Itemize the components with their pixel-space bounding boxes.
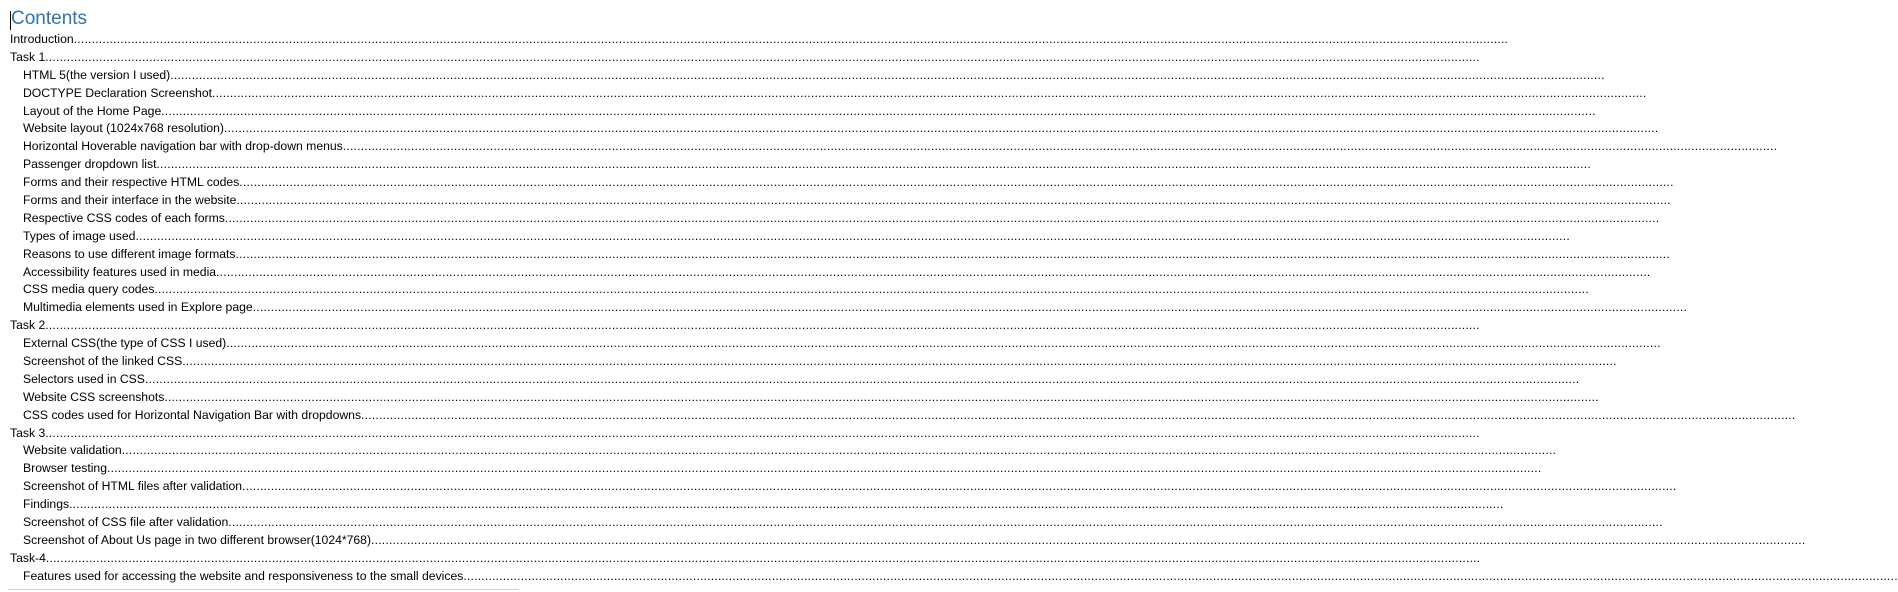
- toc-subsection-entry[interactable]: [0, 174, 1674, 192]
- toc-subsection-entry[interactable]: [0, 371, 1580, 389]
- toc-subsection-entry[interactable]: [0, 514, 1663, 532]
- toc-entry-text: Multimedia elements used in Explore page: [23, 300, 253, 315]
- toc-entry-text: Screenshot of CSS file after validation: [23, 515, 229, 530]
- toc-dot-leader: ................................................................................................................................................................................................................................................................................................................................................................................................................: [216, 264, 1651, 279]
- toc-section-entry[interactable]: [0, 317, 1480, 335]
- toc-subsection-entry[interactable]: [0, 156, 1591, 174]
- toc-dot-leader: ................................................................................................................................................................................................................................................................................................................................................................................................................: [342, 139, 1778, 154]
- table-of-contents: [0, 31, 1898, 586]
- toc-subsection-entry[interactable]: [0, 299, 1688, 317]
- toc-entry-text: Features used for accessing the website and responsiveness to the small devices: [23, 568, 464, 583]
- toc-dot-leader: ................................................................................................................................................................................................................................................................................................................................................................................................................: [144, 371, 1580, 386]
- toc-dot-leader: ................................................................................................................................................................................................................................................................................................................................................................................................................: [252, 300, 1688, 315]
- toc-entry-text: Reasons to use different image formats: [23, 246, 236, 261]
- toc-subsection-entry[interactable]: [0, 353, 1617, 371]
- toc-section-entry[interactable]: [0, 550, 1481, 568]
- toc-entry-text: Layout of the Home Page: [23, 103, 162, 118]
- toc-dot-leader: ................................................................................................................................................................................................................................................................................................................................................................................................................: [182, 354, 1617, 369]
- toc-dot-leader: ................................................................................................................................................................................................................................................................................................................................................................................................................: [164, 389, 1599, 404]
- toc-entry-text: DOCTYPE Declaration Screenshot: [23, 85, 212, 100]
- toc-entry-text: Task-4: [10, 550, 46, 565]
- toc-subsection-entry[interactable]: [0, 210, 1660, 228]
- toc-entry-text: Passenger dropdown list: [23, 157, 157, 172]
- toc-dot-leader: ................................................................................................................................................................................................................................................................................................................................................................................................................: [45, 550, 1481, 565]
- toc-entry-text: CSS media query codes: [23, 282, 155, 297]
- toc-subsection-entry[interactable]: [0, 568, 1898, 586]
- toc-subsection-entry[interactable]: [0, 281, 1589, 299]
- toc-entry-text: Browser testing: [23, 461, 107, 476]
- toc-entry-text: Selectors used in CSS: [23, 371, 145, 386]
- toc-entry-text: HTML 5(the version I used): [23, 67, 171, 82]
- toc-subsection-entry[interactable]: [0, 192, 1671, 210]
- toc-subsection-entry[interactable]: [0, 389, 1599, 407]
- toc-dot-leader: ................................................................................................................................................................................................................................................................................................................................................................................................................: [463, 568, 1898, 583]
- toc-entry-text: Screenshot of About Us page in two different browser(1024*768): [23, 532, 372, 547]
- toc-dot-leader: ................................................................................................................................................................................................................................................................................................................................................................................................................: [154, 282, 1589, 297]
- toc-section-entry[interactable]: [0, 31, 1509, 49]
- toc-dot-leader: ................................................................................................................................................................................................................................................................................................................................................................................................................: [170, 67, 1605, 82]
- toc-entry-text: Introduction: [10, 31, 74, 46]
- toc-subsection-entry[interactable]: [0, 460, 1542, 478]
- toc-subsection-entry[interactable]: [0, 496, 1504, 514]
- toc-entry-text: Website validation: [23, 443, 122, 458]
- toc-subsection-entry[interactable]: [0, 532, 1806, 550]
- toc-dot-leader: ................................................................................................................................................................................................................................................................................................................................................................................................................: [236, 193, 1671, 207]
- toc-entry-text: Accessibility features used in media: [23, 264, 217, 279]
- toc-subsection-entry[interactable]: [0, 228, 1570, 246]
- toc-dot-leader: ................................................................................................................................................................................................................................................................................................................................................................................................................: [239, 175, 1674, 190]
- toc-subsection-entry[interactable]: [0, 407, 1796, 425]
- toc-entry-text: Forms and their respective HTML codes: [23, 175, 240, 190]
- toc-entry-text: External CSS(the type of CSS I used): [23, 336, 227, 351]
- toc-dot-leader: ................................................................................................................................................................................................................................................................................................................................................................................................................: [161, 103, 1596, 118]
- toc-dot-leader: ................................................................................................................................................................................................................................................................................................................................................................................................................: [226, 336, 1661, 351]
- toc-dot-leader: ................................................................................................................................................................................................................................................................................................................................................................................................................: [224, 121, 1659, 136]
- toc-subsection-entry[interactable]: [0, 246, 1670, 264]
- toc-dot-leader: ................................................................................................................................................................................................................................................................................................................................................................................................................: [69, 497, 1504, 512]
- toc-section-entry[interactable]: [0, 49, 1480, 67]
- toc-dot-leader: ................................................................................................................................................................................................................................................................................................................................................................................................................: [224, 210, 1660, 225]
- toc-dot-leader: ................................................................................................................................................................................................................................................................................................................................................................................................................: [121, 443, 1557, 458]
- toc-dot-leader: ................................................................................................................................................................................................................................................................................................................................................................................................................: [45, 425, 1480, 440]
- toc-entry-text: Task 3: [10, 425, 46, 440]
- toc-title: Contents: [11, 8, 88, 29]
- toc-entry-text: Horizontal Hoverable navigation bar with drop-down menus: [23, 139, 343, 154]
- toc-dot-leader: ................................................................................................................................................................................................................................................................................................................................................................................................................: [45, 318, 1480, 333]
- toc-entry-text: Forms and their interface in the website: [23, 193, 237, 207]
- toc-subsection-entry[interactable]: [0, 335, 1661, 353]
- toc-entry-text: Findings: [23, 497, 70, 512]
- toc-dot-leader: ................................................................................................................................................................................................................................................................................................................................................................................................................: [211, 85, 1647, 100]
- toc-dot-leader: ................................................................................................................................................................................................................................................................................................................................................................................................................: [135, 228, 1570, 243]
- toc-subsection-entry[interactable]: [0, 138, 1778, 156]
- toc-dot-leader: ................................................................................................................................................................................................................................................................................................................................................................................................................: [45, 49, 1480, 64]
- toc-dot-leader: ................................................................................................................................................................................................................................................................................................................................................................................................................: [371, 532, 1806, 547]
- toc-entry-text: Screenshot of HTML files after validation: [23, 479, 243, 494]
- toc-entry-text: CSS codes used for Horizontal Navigation Bar with dropdowns: [23, 407, 362, 422]
- toc-subsection-entry[interactable]: [0, 67, 1605, 85]
- toc-dot-leader: ................................................................................................................................................................................................................................................................................................................................................................................................................: [156, 157, 1591, 172]
- toc-entry-text: Website layout (1024x768 resolution): [23, 121, 224, 136]
- toc-entry-text: Task 1: [10, 49, 46, 64]
- toc-dot-leader: ................................................................................................................................................................................................................................................................................................................................................................................................................: [242, 479, 1677, 494]
- toc-subsection-entry[interactable]: [0, 85, 1647, 103]
- toc-subsection-entry[interactable]: [0, 442, 1557, 460]
- toc-entry-text: Types of image used: [23, 228, 136, 243]
- toc-dot-leader: ................................................................................................................................................................................................................................................................................................................................................................................................................: [361, 407, 1796, 422]
- toc-dot-leader: ................................................................................................................................................................................................................................................................................................................................................................................................................: [235, 246, 1670, 261]
- toc-entry-text: Task 2: [10, 318, 46, 333]
- toc-entry-text: Website CSS screenshots: [23, 389, 165, 404]
- toc-dot-leader: ................................................................................................................................................................................................................................................................................................................................................................................................................: [107, 461, 1542, 476]
- toc-entry-text: Screenshot of the linked CSS: [23, 354, 183, 369]
- page-bottom-edge: [8, 589, 519, 590]
- toc-subsection-entry[interactable]: [0, 120, 1659, 138]
- toc-subsection-entry[interactable]: [0, 103, 1596, 121]
- toc-section-entry[interactable]: [0, 425, 1480, 443]
- toc-dot-leader: ................................................................................................................................................................................................................................................................................................................................................................................................................: [228, 515, 1663, 530]
- toc-entry-text: Respective CSS codes of each forms: [23, 210, 225, 225]
- toc-subsection-entry[interactable]: [0, 478, 1677, 496]
- toc-dot-leader: ................................................................................................................................................................................................................................................................................................................................................................................................................: [73, 31, 1509, 46]
- toc-subsection-entry[interactable]: [0, 264, 1651, 282]
